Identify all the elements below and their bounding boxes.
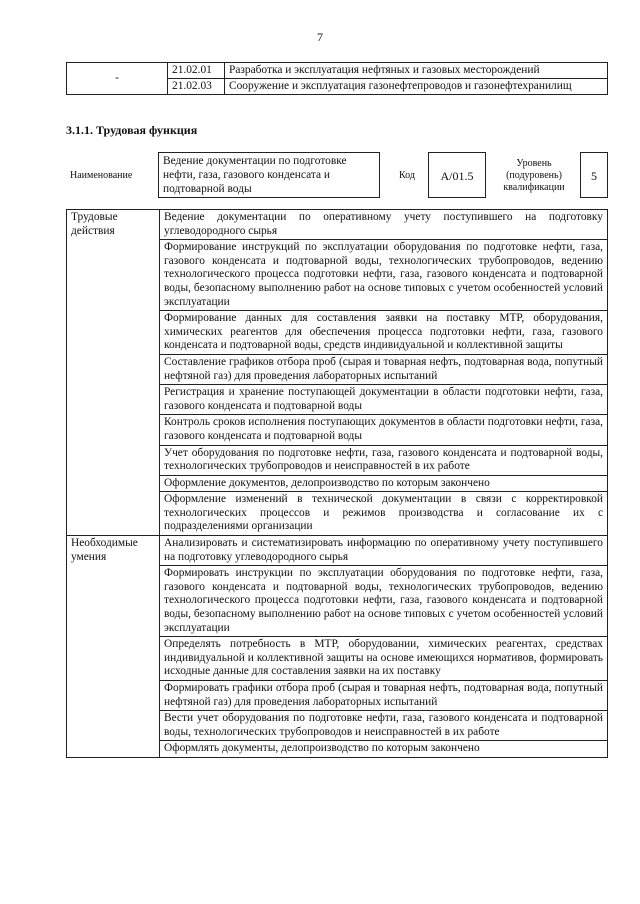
action-item: Регистрация и хранение поступающей документации в области подготовки нефти, газа, газового конденсата и подтоварной воды [160,385,608,415]
action-item: Контроль сроков исполнения поступающих документов в области подготовки нефти, газа, газового конденсата и подтоварной воды [160,415,608,445]
actions-category-label: Трудовые действия [67,210,160,536]
code-name-cell: Сооружение и эксплуатация газонефтепроводов и газонефтехранилищ [225,79,608,95]
skill-item: Формировать инструкции по эксплуатации оборудования по подготовке нефти, газа, газового конденсата и подтоварной воды, технологических трубопроводов, ведению технологического процесса подготовки нефти, газа, газового конденсата и подтоварной воды, безопасному выполнению работ на основе типовых с учетом особенностей условий эксплуатации [160,566,608,637]
function-name-value: Ведение документации по подготовке нефти, газа, газового конденсата и подтоварной воды [158,152,380,198]
education-codes-table [66,62,608,95]
section-title: 3.1.1. Трудовая функция [66,123,198,137]
codes-group-cell: - [67,63,168,95]
page-number: 7 [317,30,323,44]
skill-item: Определять потребность в МТР, оборудовании, химических реагентах, средствах индивидуальной и коллективной защиты на основе имеющихся нормативов, формировать исходные данные для составления заявки на их поставку [160,637,608,681]
qualification-level-value: 5 [580,152,608,198]
table-row [67,210,608,240]
action-item: Составление графиков отбора проб (сырая и товарная нефть, подтоварная вода, попутный нефтяной газ) для проведения лабораторных испытаний [160,354,608,384]
skills-category-label: Необходимые умения [67,536,160,758]
skill-item: Вести учет оборудования по подготовке нефти, газа, газового конденсата и подтоварной воды, технологических трубопроводов и неисправностей в их работе [160,711,608,741]
qualification-level-label: Уровень (подуровень) квалификации [503,158,565,193]
action-item: Формирование данных для составления заявки на поставку МТР, оборудования, химических реагентов для обеспечения процесса подготовки нефти, газа, газового конденсата и подтоварной воды, средств индивидуальной и коллективной защиты [160,311,608,355]
table-row [67,63,608,79]
function-name-label: Наименование [70,170,133,181]
action-item: Учет оборудования по подготовке нефти, газа, газового конденсата и подтоварной воды, технологических трубопроводов и неисправностей в их работе [160,445,608,475]
skill-item: Оформлять документы, делопроизводство по которым закончено [160,741,608,758]
skill-item: Анализировать и систематизировать информацию по оперативному учету поступившего на подготовку углеводородного сырья [160,536,608,566]
action-item: Формирование инструкций по эксплуатации оборудования по подготовке нефти, газа, газового конденсата и подтоварной воды, технологических трубопроводов, ведению технологического процесса подготовки нефти, газа, газового конденсата и подтоварной воды, безопасному выполнению работ на основе типовых с учетом особенностей условий эксплуатации [160,240,608,311]
table-row [67,536,608,566]
code-cell: 21.02.01 [168,63,225,79]
code-cell: 21.02.03 [168,79,225,95]
function-code-label: Код [399,170,415,181]
code-name-cell: Разработка и эксплуатация нефтяных и газовых месторождений [225,63,608,79]
skill-item: Формировать графики отбора проб (сырая и товарная нефть, подтоварная вода, попутный нефтяной газ) для проведения лабораторных испытаний [160,681,608,711]
labor-function-table [66,209,608,758]
action-item: Ведение документации по оперативному учету поступившего на подготовку углеводородного сырья [160,210,608,240]
action-item: Оформление документов, делопроизводство по которым закончено [160,475,608,492]
function-code-value: A/01.5 [428,152,486,198]
action-item: Оформление изменений в технической документации в связи с корректировкой технологических процессов и режимов производства и согласование их с подразделениями организации [160,492,608,536]
